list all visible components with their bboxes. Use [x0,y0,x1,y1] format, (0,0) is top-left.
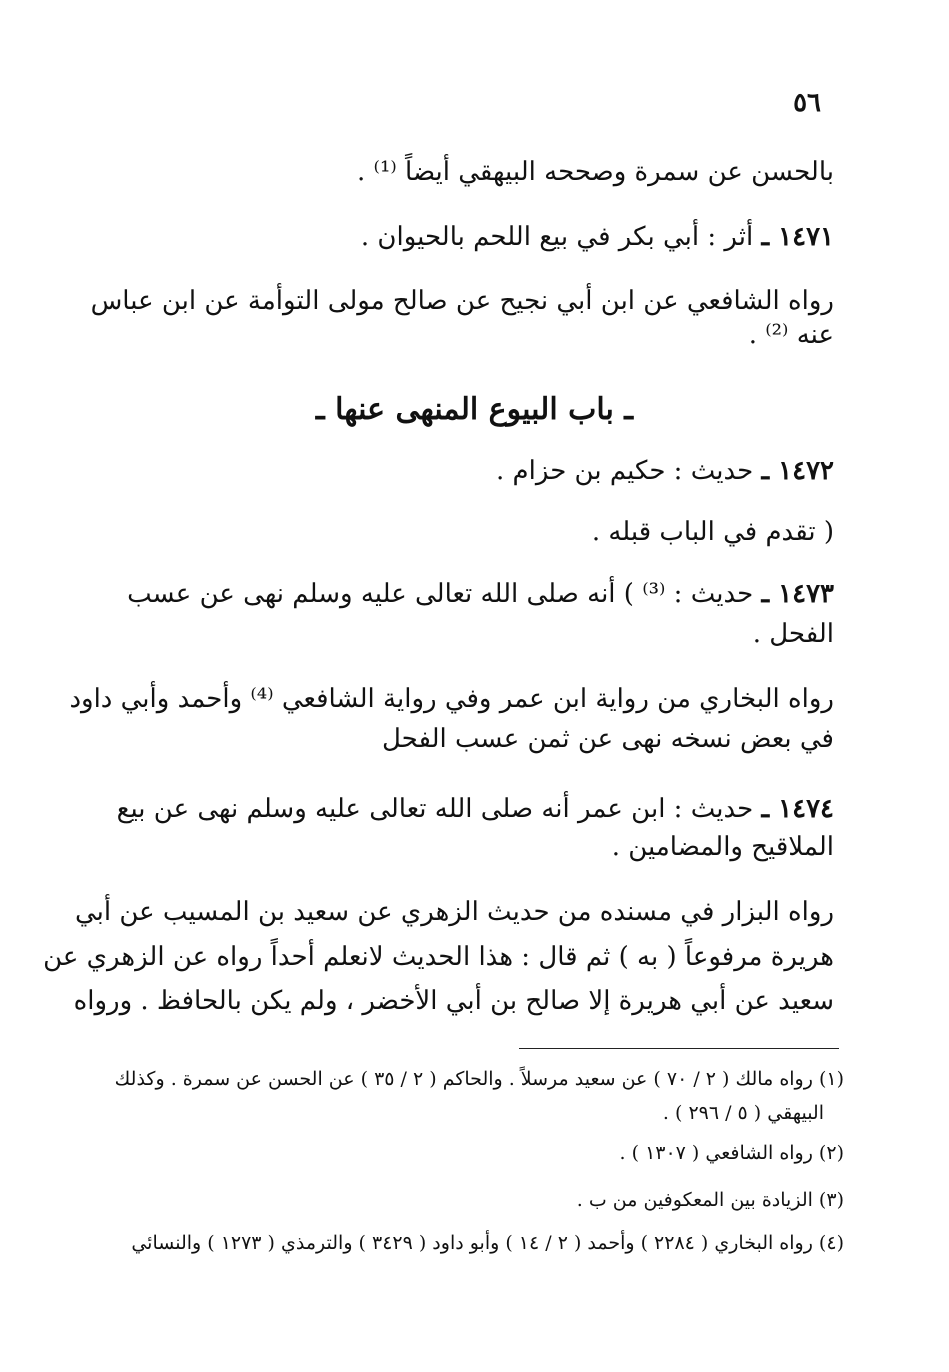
entry-number: ١٤٧٢ ـ [761,456,834,486]
footnote-3: (٣) الزيادة بين المعكوفين من ب . [576,1189,844,1211]
entry-1474 [116,792,834,826]
text-line: ( تقدم في الباب قبله . [591,517,834,547]
text-line: سعيد عن أبي هريرة إلا صالح بن أبي الأخضر ، ولم يكن بالحافظ . ورواه [73,986,834,1016]
text-line: في بعض نسخه نهى عن ثمن عسب الفحل [381,724,834,754]
entry-1473 [127,577,834,611]
entry-text: حديث : ⁽³⁾ ) أنه صلى الله تعالى عليه وسلم نهى عن عسب [127,579,754,609]
entry-1472 [134,454,834,488]
footnote-1: (١) رواه مالك ( ٢ / ٧٠ ) عن سعيد مرسلاً . والحاكم ( ٢ / ٣٥ ) عن الحسن عن سمرة . وكذلك [114,1068,844,1090]
entry-1471 [134,220,834,254]
entry-text: أثر : أبي بكر في بيع اللحم بالحيوان . [360,222,754,252]
text-line: الملاقيح والمضامين . [611,832,834,862]
text-line: هريرة مرفوعاً ( به ) ثم قال : هذا الحديث لانعلم أحداً رواه عن الزهري عن [43,942,834,972]
entry-number: ١٤٧١ ـ [761,222,834,252]
entry-text: حديث : حكيم بن حزام . [496,456,754,486]
text-line: الفحل . [752,619,834,649]
footnote-divider [519,1048,839,1049]
text-line: عنه ⁽²⁾ . [748,320,834,350]
footnote-1-cont: البيهقي ( ٥ / ٢٩٦ ) . [662,1102,824,1124]
section-heading: ـ باب البيوع المنهى عنها ـ [315,392,634,427]
footnote-2: (٢) رواه الشافعي ( ١٣٠٧ ) . [619,1142,844,1164]
text-line: رواه البخاري من رواية ابن عمر وفي رواية الشافعي ⁽⁴⁾ وأحمد وأبي داود [69,684,834,714]
text-line: رواه الشافعي عن ابن أبي نجيح عن صالح مولى التوأمة عن ابن عباس [90,286,834,316]
entry-text: حديث : ابن عمر أنه صلى الله تعالى عليه وسلم نهى عن بيع [116,794,754,824]
footnote-4: (٤) رواه البخاري ( ٢٢٨٤ ) وأحمد ( ٢ / ١٤ ) وأبو داود ( ٣٤٢٩ ) والترمذي ( ١٢٧٣ ) والنسائي [131,1232,844,1254]
text-line: بالحسن عن سمرة وصححه البيهقي أيضاً ⁽¹⁾ . [357,157,834,187]
page-number: ٥٦ [793,88,821,118]
entry-number: ١٤٧٤ ـ [761,794,834,824]
text-line: رواه البزار في مسنده من حديث الزهري عن سعيد بن المسيب عن أبي [74,897,834,927]
entry-number: ١٤٧٣ ـ [761,579,834,609]
